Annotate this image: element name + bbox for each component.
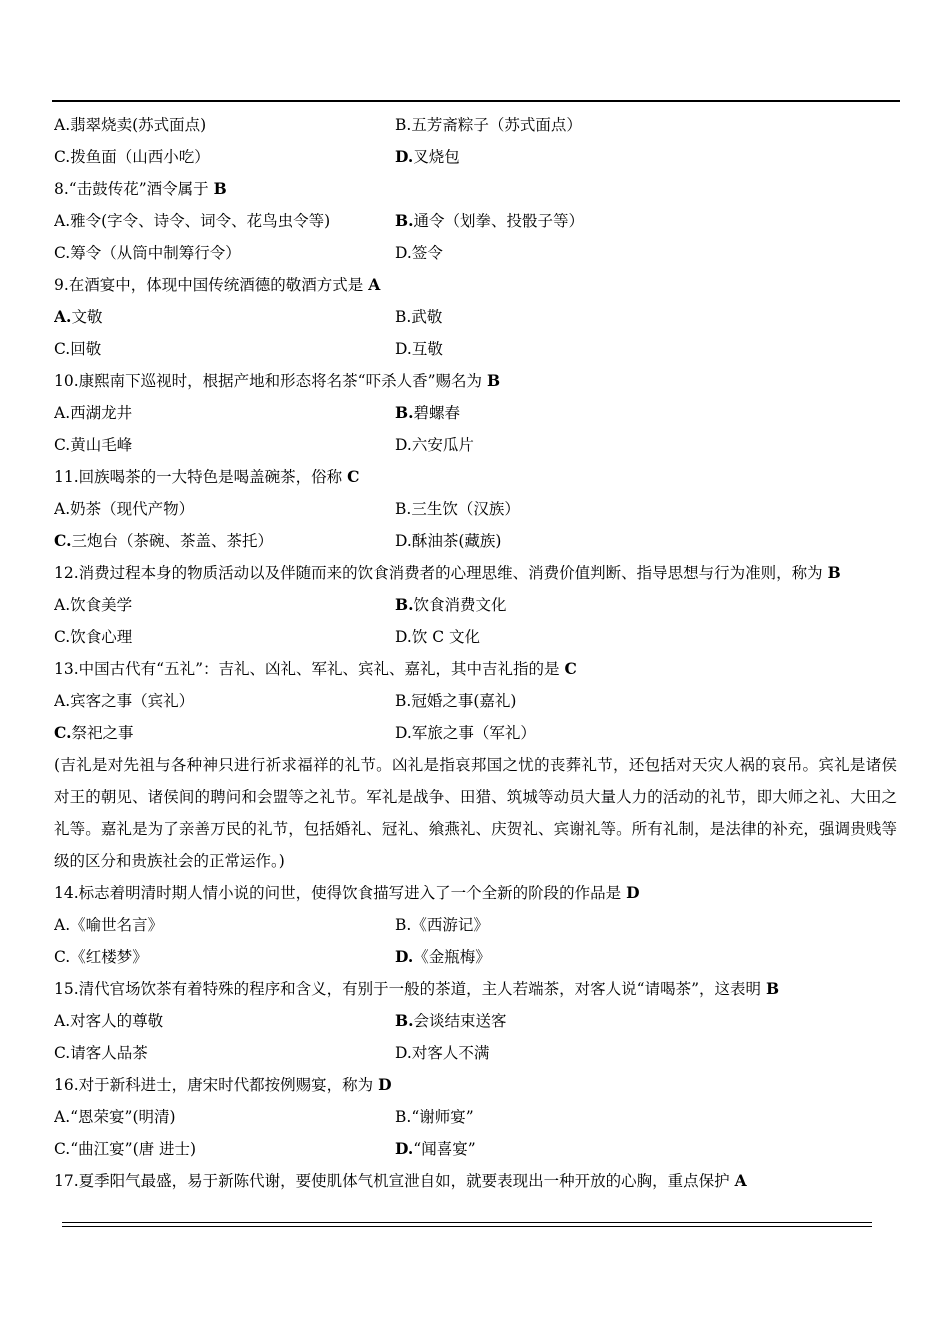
- option-text: 黄山毛峰: [70, 436, 133, 454]
- option-label: C.: [54, 1044, 71, 1062]
- question-text: 8.“击鼓传花”酒令属于: [54, 180, 209, 198]
- answer-key: D: [626, 883, 640, 902]
- answer-option: [395, 525, 900, 557]
- answer-option: [395, 429, 900, 461]
- question-text: 9.在酒宴中，体现中国传统酒德的敬酒方式是: [54, 276, 364, 294]
- option-row: [54, 525, 900, 557]
- answer-option: [395, 621, 900, 653]
- option-row: [54, 1037, 900, 1069]
- option-row: [54, 621, 900, 653]
- option-text: 翡翠烧卖(苏式面点): [70, 116, 207, 134]
- option-text: 碧螺春: [413, 404, 461, 422]
- option-text: 文敬: [71, 308, 103, 326]
- option-label: D.: [395, 724, 412, 742]
- option-text: 三炮台（茶碗、茶盖、茶托）: [71, 532, 273, 550]
- option-label: A.: [54, 1012, 71, 1030]
- option-label: C.: [54, 148, 71, 166]
- answer-key: B: [486, 371, 501, 390]
- option-text: 回敬: [70, 340, 102, 358]
- answer-option: [395, 333, 900, 365]
- answer-option: [54, 909, 395, 941]
- option-text: 武敬: [411, 308, 443, 326]
- option-text: 请客人品茶: [70, 1044, 148, 1062]
- option-row: [54, 1005, 900, 1037]
- option-text: 饮食美学: [70, 596, 133, 614]
- option-label: B.: [395, 308, 412, 326]
- option-row: [54, 301, 900, 333]
- option-label: B.: [395, 116, 412, 134]
- option-text: 三生饮（汉族）: [411, 500, 520, 518]
- option-row: [54, 141, 900, 173]
- question-stem: [54, 1069, 900, 1101]
- answer-option: [54, 1133, 395, 1165]
- option-text: 雅令(字令、诗令、词令、花鸟虫令等): [70, 212, 331, 230]
- option-label: A.: [54, 692, 71, 710]
- option-label: D.: [395, 340, 412, 358]
- option-label: D.: [395, 532, 412, 550]
- option-label: A.: [54, 596, 71, 614]
- answer-option: [54, 525, 395, 557]
- option-text: 军旅之事（军礼）: [411, 724, 536, 742]
- option-row: [54, 237, 900, 269]
- answer-key: D: [378, 1075, 392, 1094]
- option-text: 五芳斋粽子（苏式面点）: [411, 116, 582, 134]
- question-text: 10.康熙南下巡视时，根据产地和形态将名茶“吓杀人香”赐名为: [54, 372, 483, 390]
- option-label: A.: [54, 1108, 71, 1126]
- answer-option: [395, 205, 900, 237]
- option-text: 祭祀之事: [71, 724, 134, 742]
- option-label: B.: [395, 692, 412, 710]
- answer-option: [395, 1037, 900, 1069]
- question-stem: [54, 973, 900, 1005]
- answer-option: [54, 1005, 395, 1037]
- question-list: [54, 109, 900, 1197]
- option-text: 六安瓜片: [411, 436, 474, 454]
- option-label: A.: [54, 307, 72, 326]
- answer-key: B: [213, 179, 227, 198]
- answer-option: [54, 333, 395, 365]
- option-text: 《西游记》: [411, 916, 489, 934]
- option-text: 叉烧包: [413, 148, 460, 166]
- option-row: [54, 909, 900, 941]
- question-stem: [54, 557, 900, 589]
- option-text: “闻喜宴”: [413, 1140, 476, 1158]
- answer-option: [395, 141, 900, 173]
- answer-option: [54, 205, 395, 237]
- option-text: 《喻世名言》: [70, 916, 164, 934]
- question-stem: [54, 173, 900, 205]
- question-stem: [54, 461, 900, 493]
- option-text: 西湖龙井: [70, 404, 133, 422]
- option-label: C.: [54, 948, 71, 966]
- question-text: 16.对于新科进士，唐宋时代都按例赐宴，称为: [54, 1076, 374, 1094]
- answer-option: [395, 1005, 900, 1037]
- option-row: [54, 941, 900, 973]
- top-rule: [52, 100, 900, 102]
- option-label: C.: [54, 244, 71, 262]
- answer-key: A: [368, 275, 381, 294]
- answer-option: [54, 493, 395, 525]
- explanation-note: (吉礼是对先祖与各种神只进行祈求福祥的礼节。凶礼是指哀邦国之忧的丧葬礼节，还包括对天灾人祸的哀吊。宾礼是诸侯对王的朝见、诸侯间的聘问和会盟等之礼节。军礼是战争、田猎、筑城等动员大量人力的活动的礼节，即大师之礼、大田之礼等。嘉礼是为了亲善万民的礼节，包括婚礼、冠礼、飨燕礼、庆贺礼、宾谢礼等。所有礼制，是法律的补充，强调贵贱等级的区分和贵族社会的正常运作。): [54, 756, 897, 870]
- option-label: A.: [54, 116, 71, 134]
- option-label: C.: [54, 436, 71, 454]
- answer-option: [395, 717, 900, 749]
- answer-option: [54, 589, 395, 621]
- option-text: 筹令（从筒中制筹行令）: [70, 244, 241, 262]
- option-text: 对客人的尊敬: [70, 1012, 164, 1030]
- option-label: D.: [395, 436, 412, 454]
- option-label: B.: [395, 211, 414, 230]
- question-stem: [54, 269, 900, 301]
- option-text: 饮食心理: [70, 628, 133, 646]
- option-text: “谢师宴”: [411, 1108, 474, 1126]
- answer-key: B: [827, 563, 841, 582]
- option-text: 冠婚之事(嘉礼): [411, 692, 517, 710]
- option-label: C.: [54, 531, 72, 550]
- option-row: [54, 109, 900, 141]
- option-label: D.: [395, 628, 412, 646]
- answer-option: [395, 237, 900, 269]
- question-stem: [54, 1165, 900, 1197]
- option-text: 酥油茶(藏族): [411, 532, 502, 550]
- option-label: D.: [395, 244, 412, 262]
- option-text: 通令（划拳、投骰子等）: [413, 212, 585, 230]
- option-label: D.: [395, 1139, 414, 1158]
- question-stem: [54, 877, 900, 909]
- answer-option: [54, 1101, 395, 1133]
- option-label: C.: [54, 1140, 71, 1158]
- answer-option: [54, 941, 395, 973]
- question-text: 15.清代官场饮茶有着特殊的程序和含义，有别于一般的茶道，主人若端茶，对客人说“请喝茶”，这表明: [54, 980, 762, 998]
- answer-option: [395, 397, 900, 429]
- bottom-double-rule: [62, 1222, 872, 1227]
- question-text: 12.消费过程本身的物质活动以及伴随而来的饮食消费者的心理思维、消费价值判断、指导思想与行为准则，称为: [54, 564, 823, 582]
- option-label: B.: [395, 1108, 412, 1126]
- answer-option: [395, 941, 900, 973]
- option-label: C.: [54, 628, 71, 646]
- question-text: 13.中国古代有“五礼”：吉礼、凶礼、军礼、宾礼、嘉礼，其中吉礼指的是: [54, 660, 560, 678]
- answer-option: [54, 429, 395, 461]
- answer-option: [395, 1133, 900, 1165]
- option-label: D.: [395, 147, 414, 166]
- answer-option: [395, 493, 900, 525]
- option-label: D.: [395, 947, 414, 966]
- answer-key: C: [564, 659, 577, 678]
- answer-option: [395, 1101, 900, 1133]
- option-row: [54, 685, 900, 717]
- option-label: B.: [395, 595, 414, 614]
- option-row: [54, 493, 900, 525]
- answer-option: [395, 685, 900, 717]
- option-text: 对客人不满: [411, 1044, 490, 1062]
- answer-option: [54, 1037, 395, 1069]
- answer-option: [395, 589, 900, 621]
- answer-key: B: [765, 979, 780, 998]
- option-text: 互敬: [411, 340, 443, 358]
- answer-option: [54, 621, 395, 653]
- option-label: A.: [54, 212, 71, 230]
- answer-option: [54, 237, 395, 269]
- option-label: A.: [54, 916, 71, 934]
- option-row: [54, 429, 900, 461]
- answer-option: [54, 301, 395, 333]
- option-text: “恩荣宴”(明清): [70, 1108, 176, 1126]
- option-label: B.: [395, 916, 412, 934]
- option-row: [54, 1101, 900, 1133]
- option-text: 《红楼梦》: [70, 948, 148, 966]
- answer-option: [395, 301, 900, 333]
- option-text: 签令: [411, 244, 443, 262]
- option-label: C.: [54, 723, 72, 742]
- option-row: [54, 333, 900, 365]
- answer-option: [54, 109, 395, 141]
- option-label: C.: [54, 340, 71, 358]
- answer-key: C: [347, 467, 360, 486]
- answer-key: A: [734, 1171, 747, 1190]
- option-text: 会谈结束送客: [413, 1012, 507, 1030]
- option-label: A.: [54, 500, 71, 518]
- answer-option: [395, 909, 900, 941]
- option-label: D.: [395, 1044, 412, 1062]
- question-text: 14.标志着明清时期人情小说的问世，使得饮食描写进入了一个全新的阶段的作品是: [54, 884, 622, 902]
- option-label: B.: [395, 500, 412, 518]
- answer-option: [54, 685, 395, 717]
- option-row: [54, 717, 900, 749]
- option-text: 宾客之事（宾礼）: [70, 692, 195, 710]
- question-stem: [54, 653, 900, 685]
- option-row: [54, 205, 900, 237]
- option-row: [54, 397, 900, 429]
- question-text: 17.夏季阳气最盛，易于新陈代谢，要使肌体气机宣泄自如，就要表现出一种开放的心胸，重点保护: [54, 1172, 730, 1190]
- answer-option: [54, 717, 395, 749]
- answer-option: [54, 397, 395, 429]
- option-label: A.: [54, 404, 71, 422]
- option-text: 拨鱼面（山西小吃）: [70, 148, 210, 166]
- option-label: B.: [395, 1011, 414, 1030]
- option-text: 饮食消费文化: [413, 596, 507, 614]
- answer-option: [395, 109, 900, 141]
- option-text: 饮 C 文化: [411, 628, 481, 646]
- option-text: 奶茶（现代产物）: [70, 500, 195, 518]
- option-text: “曲江宴”(唐 进士): [70, 1140, 197, 1158]
- option-label: B.: [395, 403, 414, 422]
- option-row: [54, 589, 900, 621]
- option-row: [54, 1133, 900, 1165]
- option-text: 《金瓶梅》: [413, 948, 491, 966]
- answer-option: [54, 141, 395, 173]
- question-stem: [54, 365, 900, 397]
- question-text: 11.回族喝茶的一大特色是喝盖碗茶，俗称: [54, 468, 343, 486]
